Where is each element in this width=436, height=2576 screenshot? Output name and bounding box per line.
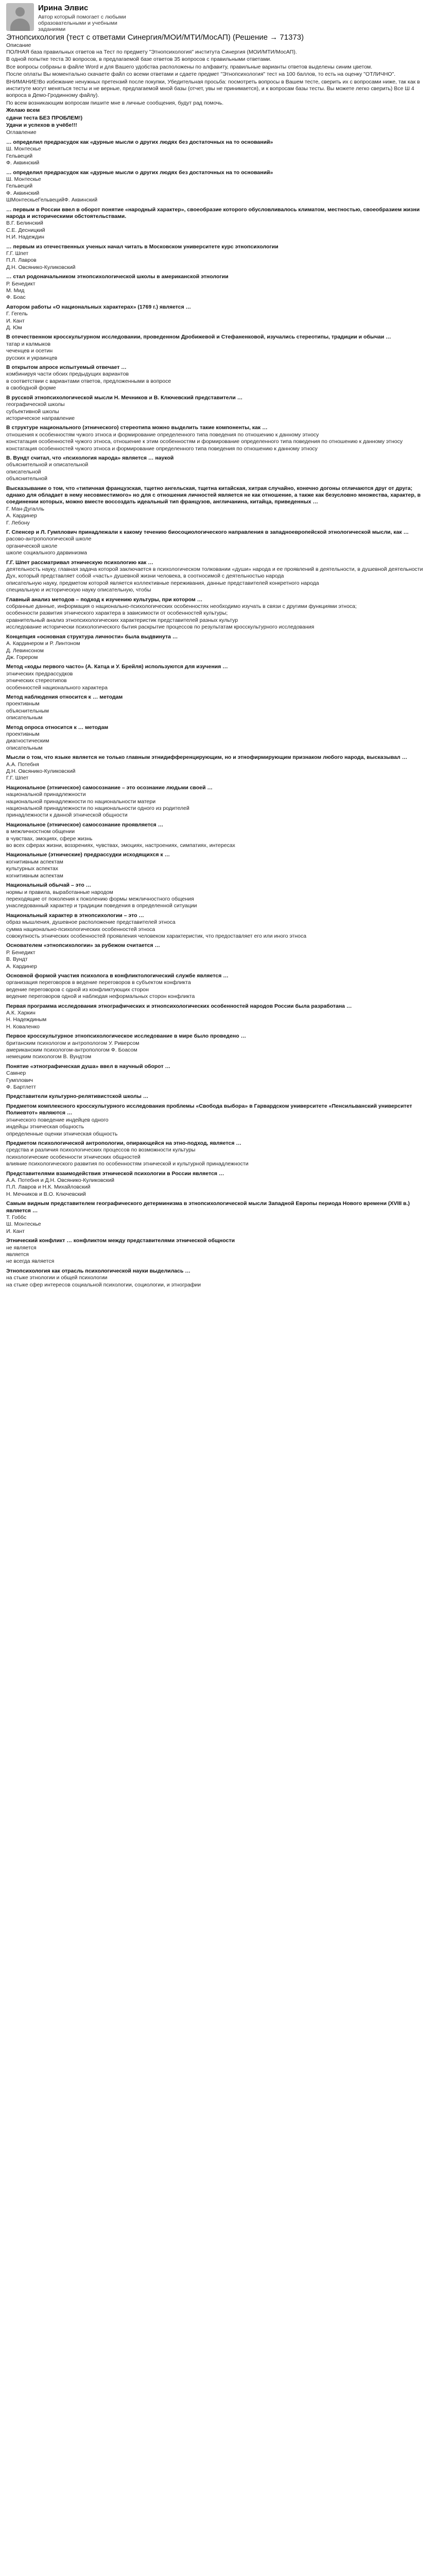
question-block <box>6 304 430 334</box>
answer-option: Ш. Монтескье <box>6 1221 41 1228</box>
question-text: … определил предрасудок как «дурные мысли о других людях без достаточных на то оснований» <box>6 169 273 176</box>
answer-option: Г. Лебону <box>6 519 30 526</box>
answer-option: И. Кант <box>6 1228 25 1234</box>
question-block <box>6 882 430 912</box>
answer-option: П.Л. Лавров и Н.К. Михайловский <box>6 1184 91 1191</box>
answer-option: Г.Г. Шпет <box>6 250 29 257</box>
question-block <box>6 664 430 694</box>
answer-option: влияние психологического развития по особенностям этнической и культурной принадлежности <box>6 1161 249 1167</box>
answer-option: школе социального дарвинизма <box>6 550 87 556</box>
answer-option: переходящие от поколения к поколению формы межличностного общения <box>6 895 194 902</box>
answer-option: Дух, который представляет собой «часть» душевной жизни человека, в соотносимой с деятельностью народа <box>6 573 284 580</box>
question-text: Г.Г. Шпет рассматривал этническую психологию как … <box>6 559 153 566</box>
answer-option: совокупность этнических особенностей проявления человеком характеристик, что предоставляет его или иного этноса <box>6 933 307 939</box>
answer-option: русских и украинцев <box>6 354 58 361</box>
closing-line: Удачи и успехов в учёбе!!! <box>6 122 77 129</box>
answer-option: нормы и правила, выработанные народом <box>6 889 113 895</box>
answer-option: Р. Бенедикт <box>6 280 36 287</box>
answer-option: С.Е. Десницкий <box>6 227 45 233</box>
author-avatar[interactable] <box>6 3 34 31</box>
answer-option: констатация особенностей чужого этноса и формирование определенного типа поведения по отношению к данному этносу <box>6 445 318 452</box>
question-text: Первая программа исследования этнографических и этнопсихологических особенностей народов России была разработана … <box>6 1003 352 1009</box>
author-block <box>6 3 430 31</box>
answer-option: определенные оценки этническая общность <box>6 1130 118 1137</box>
answer-option: этнических стереотипов <box>6 677 67 684</box>
answer-option: констатация особенностей чужого этноса, отношение к этим особенностям и формирование определенного типа поведения по отношению к данному этносу <box>6 438 403 445</box>
answer-option: этнического поведение индейцев одного <box>6 1116 109 1123</box>
answer-option: специальную и историческую науку описательную, чтобы <box>6 587 151 594</box>
question-text: Национальное (этническое) самосознание проявляется … <box>6 821 164 828</box>
answer-option: А. Кардинером и Р. Линтоном <box>6 640 80 647</box>
question-text: Первое кросскультурное этнопсихологическое исследование в мире было проведено … <box>6 1033 247 1040</box>
answer-option: Гельвеций <box>6 183 33 190</box>
answer-option: национальной принадлежности <box>6 791 86 798</box>
document-title: Этнопсихология (тест с ответами Синергия/МОИ/МТИ/МосАП) (Решение → 71373) <box>6 33 304 42</box>
answer-option: Н. Мечников и В.О. Ключевский <box>6 1191 86 1197</box>
answer-option: ведение переговоров с одной из конфликтующих сторон <box>6 986 149 993</box>
answer-option: Н. Надеждиным <box>6 1016 47 1023</box>
question-block <box>6 1093 430 1103</box>
question-text: Представители культурно-релятивистской школы … <box>6 1093 149 1100</box>
question-text: Предметом комплексного кросскультурного исследования проблемы «Свобода выбора» в Гарвардском университете «Пенсильванский университет Полиевтот» являются … <box>6 1103 412 1116</box>
intro-paragraph: ПОЛНАЯ база правильных ответов на Тест по предмету "Этнопсихология" института Синергия (МОИ/МТИ/МосАП). <box>6 49 297 55</box>
answer-option: И. Кант <box>6 317 25 324</box>
question-block <box>6 634 430 664</box>
intro-paragraph: После оплаты Вы моментально скачаете файл со всеми ответами и сдаете предмет "Этнопсихология" тест на 100 баллов, то есть на оценку "ОТЛИЧНО". <box>6 71 396 78</box>
answer-option: А. Кардинер <box>6 963 37 970</box>
answer-option: сумма национально-психологических особенностей этноса <box>6 926 155 933</box>
answer-option: А.А. Потебня <box>6 761 39 768</box>
answer-option: объяснительной <box>6 476 47 482</box>
answer-option: на стыке сфер интересов социальной психологии, социологии, и этнографии <box>6 1281 201 1288</box>
author-description: Автор который помогает с любыми образовательными и учебными заданиями <box>38 14 126 32</box>
answer-option: объяснительной и описательной <box>6 462 89 468</box>
question-block <box>6 364 430 395</box>
answer-option: географической школы <box>6 401 65 408</box>
answer-option: Дж. Горером <box>6 654 38 660</box>
answer-variant: ШМонтескьеГельвецийФ. Аквинский <box>6 197 98 204</box>
answer-option: Г.Г. Шпет <box>6 775 29 782</box>
question-text: В. Вундт считал, что «психология народа» является … наукой <box>6 454 174 461</box>
question-text: Метод «коды первого часто» (А. Катца и У. Брейля) используются для изучения … <box>6 664 228 670</box>
answer-option: в соответствии с вариантами ответов, предложенными в вопросе <box>6 378 171 384</box>
question-text: Понятие «этнографическая душа» ввел в научный оборот … <box>6 1063 171 1070</box>
answer-option: образ мышления, душевное расположение представителей этноса <box>6 919 176 926</box>
answer-option: органической школе <box>6 543 58 549</box>
question-block <box>6 425 430 455</box>
question-block <box>6 395 430 425</box>
answer-option: Ш. Монтескье <box>6 146 41 152</box>
question-block <box>6 455 430 485</box>
answer-option: особенностей национального характера <box>6 684 108 691</box>
question-text: Основной формой участия психолога в конфликтологический службе является … <box>6 972 229 979</box>
question-text: Метод наблюдения относится к … методам <box>6 693 123 700</box>
question-text: Основателем «этнопсихологии» за рубежом считается … <box>6 942 161 949</box>
question-block <box>6 560 430 597</box>
question-text: В открытом апросе испытуемый отвечает … <box>6 364 127 371</box>
question-block <box>6 207 430 244</box>
answer-option: татар и калмыков <box>6 341 51 347</box>
answer-option: Г. Гегель <box>6 311 28 317</box>
answer-option: комбинируя части обоих предыдущих вариантов <box>6 371 129 378</box>
question-block <box>6 1033 430 1063</box>
question-text: … стал родоначальником этнопсихологической школы в американской этнологии <box>6 274 229 280</box>
answer-option: является <box>6 1251 29 1258</box>
question-text: В отечественном кросскультурном исследовании, проведенном Дробижевой и Стефаненковой, изучались стереотипы, традиции и обычаи … <box>6 334 391 341</box>
answer-option: Г. Ман-Дугалль <box>6 505 44 512</box>
answer-option: описательным <box>6 744 43 751</box>
answer-option: в межличностном общении <box>6 828 75 835</box>
answer-option: деятельность науку, главная задача которой заключается в психологическом толковании «души» народа и ее проявлений в деятельности, в душевной деятельности <box>6 566 423 573</box>
question-block <box>6 244 430 274</box>
question-block <box>6 1063 430 1094</box>
answer-option: этнических предрассудков <box>6 670 73 677</box>
intro-paragraph: ВНИМАНИЕ!Во избежание ненужных претензий после покупки, Убедительная просьба: посмотреть вопросы в Вашем тесте, сверить их с вопросами ниже, так как в институте могут меняться тесты и не верные, предлагаемой мной базы (отчет, увы не принимается), и к вопросам базы тесты. Вы можете легко сверить) Все Ш 4 вопроса в Демо-Гродинному файлу). <box>6 78 420 99</box>
question-text: Мысли о том, что языке является не только главным этнидифференцирующим, но и этнофирмирующим признаком любого народа, высказывал … <box>6 754 408 761</box>
intro-text <box>6 49 430 129</box>
answer-option: отношения к особенностям чужого этноса и формирование определенного типа поведения по отношению к данному этносу <box>6 431 319 438</box>
answer-option: Д.Н. Овсянико-Куликовский <box>6 768 76 774</box>
answer-option: американским психологом-антропологом Ф. Боасом <box>6 1047 137 1054</box>
question-block <box>6 1200 430 1238</box>
question-text: В русской этнопсихологической мысли Н. Мечников и В. Ключевский представители … <box>6 394 243 401</box>
answer-option: Ш. Монтескье <box>6 176 41 182</box>
answer-option: Гумплович <box>6 1077 33 1083</box>
answer-option: собранные данные, информация о национально-психологических особенностях необходимо изучать в связи с другими функциями этноса; <box>6 603 357 610</box>
answer-option: не является <box>6 1244 37 1251</box>
question-text: … первым в России ввел в оборот понятие «народный характер», своеобразие которого обусловливалось климатом, местностью, своеобразием жизни народа и историческими обстоятельствами. <box>6 206 420 219</box>
question-block <box>6 973 430 1003</box>
question-block <box>6 1103 430 1140</box>
avatar-head-shape <box>15 7 25 16</box>
question-block <box>6 485 430 529</box>
answer-option: в чувствах, эмоциях, сфере жизнь <box>6 835 93 842</box>
question-block <box>6 1140 430 1171</box>
answer-option: проективным <box>6 701 40 707</box>
question-block <box>6 724 430 755</box>
question-text: Национальный характер в этнопсихологии – это … <box>6 912 144 919</box>
question-block <box>6 822 430 852</box>
question-text: Национальный обычай – это … <box>6 882 92 889</box>
question-text: Концепция «основная структура личности» была выдвинута … <box>6 633 178 640</box>
answer-option: когнитивным аспектам <box>6 858 63 865</box>
question-text: … определил предрасудок как «дурные мысли о других людях без достаточных на то оснований» <box>6 139 273 145</box>
closing-line: сдачи теста БЕЗ ПРОБЛЕМ!) <box>6 114 83 121</box>
answer-option: историческое направление <box>6 415 75 421</box>
answer-option: унаследованный характер и традиции поведения в определенной ситуации <box>6 903 197 909</box>
answer-option: немецким психологом В. Вундтом <box>6 1054 92 1060</box>
author-info <box>38 3 141 32</box>
question-block <box>6 852 430 882</box>
answer-option: психологические особенности этнических общностей <box>6 1154 141 1160</box>
description-label: Описание <box>6 42 31 48</box>
answer-option: во всех сферах жизни, воззрениях, чувствах, эмоциях, настроениях, симпатиях, интересах <box>6 842 235 849</box>
answer-option: чеченцев и осетин <box>6 348 53 354</box>
question-block <box>6 597 430 634</box>
answer-option: принадлежности к данной этнической общности <box>6 812 128 819</box>
avatar-shoulders-shape <box>10 19 30 31</box>
answer-option: Ф. Аквинский <box>6 190 40 196</box>
answer-option: культурных аспектах <box>6 866 59 872</box>
question-block <box>6 1238 430 1268</box>
answer-option: индейцы этническая общность <box>6 1124 84 1130</box>
intro-paragraph: В одной попытке теста 30 вопросов, в предлагаемой базе ответов 35 вопросов с правильными ответами. <box>6 56 272 63</box>
answer-option: описательным <box>6 715 43 721</box>
answer-option: ведение переговоров одной и наблюдая неформальных сторон конфликта <box>6 993 195 1000</box>
questions-list-2 <box>6 597 430 1291</box>
answer-option: А.К. Харкин <box>6 1010 36 1016</box>
answer-option: Ф. Аквинский <box>6 160 40 166</box>
answer-option: национальной принадлежности по национальности матери <box>6 798 156 805</box>
answer-option: сравнительный анализ этнопсихологических характеристик представителей разных культур <box>6 617 238 623</box>
question-text: Самым видным представителем географического детерминизма в этнопсихологической мысли Западной Европы периода Нового времени (XVIII в.) является … <box>6 1200 410 1214</box>
question-text: Автором работы «О национальных характерах» (1769 г.) является … <box>6 303 191 310</box>
question-text: Высказывание о том, что «типичная французская, тщетно ангельская, тщетна китайская, хитрая случайно, конечно догоны отличаются друг от друга; однако для обладает в нему несовместимого» но для с отношения личностей является не как отношение, а также как безусловно множества, характер, в соединении которых, можно вместе воссоздать идеальный тип французов, англичанина, китайца, приведенных … <box>6 485 421 505</box>
answer-option: Д.Н. Овсянико-Куликовский <box>6 264 76 270</box>
answer-option: А.А. Потебня и Д.Н. Овсянико-Куликовский <box>6 1177 114 1183</box>
answer-option: когнитивным аспектам <box>6 872 63 879</box>
intro-paragraph: Все вопросы собраны в файле Word и для Вашего удобства расположены по алфавиту, правильные варианты ответов выделены синим цветом. <box>6 63 373 70</box>
answer-option: Ф. Бартлетт <box>6 1084 36 1091</box>
question-text: Предметом психологической антропологии, опирающейся на этно-подход, является … <box>6 1140 241 1146</box>
answer-option: проективным <box>6 731 40 737</box>
question-block <box>6 334 430 364</box>
answer-option: Д. Левинсоном <box>6 647 44 654</box>
answer-option: организация переговоров в ведение переговоров в субъектом конфликта <box>6 979 191 986</box>
question-text: Метод опроса относится к … методам <box>6 724 109 731</box>
question-block <box>6 129 430 139</box>
intro-paragraph: По всем возникающим вопросам пишите мне в личные сообщения, будут рад помочь. <box>6 99 224 106</box>
question-block <box>6 529 430 560</box>
answer-option: субъективной школы <box>6 408 59 415</box>
question-block <box>6 170 430 207</box>
answer-option: исследование исторически психологического бытия раскрытие процессов по результатам кросскультурного исследования <box>6 624 315 631</box>
question-text: В структуре национального (этнического) стереотипа можно выделить такие компоненты, как … <box>6 425 268 431</box>
answer-option: описательной <box>6 468 41 475</box>
question-block <box>6 785 430 822</box>
question-text: Национальные (этнические) предрассудки исходящихся к … <box>6 852 170 858</box>
closing-line: Желаю всем <box>6 107 40 114</box>
answer-option: Р. Бенедикт <box>6 949 36 956</box>
questions-list <box>6 129 430 596</box>
question-block <box>6 274 430 304</box>
question-separator <box>6 1289 430 1291</box>
question-text: Главный анализ методов – подход к изучению культуры, при котором … <box>6 596 203 603</box>
answer-option: Д. Юм <box>6 325 22 331</box>
answer-option: П.Л. Лавров <box>6 257 37 264</box>
answer-option: Ф. Боас <box>6 294 26 301</box>
answer-option: В. Вундт <box>6 956 28 963</box>
question-block <box>6 942 430 973</box>
question-block <box>6 139 430 170</box>
question-block <box>6 1171 430 1201</box>
answer-option: Гельвеций <box>6 152 33 159</box>
answer-option: средства и различия психологических процессов по возможности культуры <box>6 1147 196 1154</box>
answer-option: Т. Гоббс <box>6 1214 27 1221</box>
answer-option: расово-антропологической школе <box>6 536 92 543</box>
question-text: Этнопсихология как отрасль психологической науки выделилась … <box>6 1267 190 1274</box>
answer-option: В.Г. Белинский <box>6 220 43 227</box>
answer-option: в свободной форме <box>6 385 56 392</box>
author-name[interactable]: Ирина Элвис <box>38 4 89 12</box>
answer-option: Самнер <box>6 1070 26 1077</box>
question-block <box>6 912 430 943</box>
answer-option: описательную науку, предметом которой является коллективные переживания, данные представителей конкретного народа <box>6 580 319 586</box>
answer-option: на стыке этнологии и общей психологии <box>6 1275 108 1281</box>
question-block <box>6 1003 430 1033</box>
question-text: Этнический конфликт … конфликтом между представителями этнической общности <box>6 1238 235 1244</box>
answer-option: британским психологом и антропологом У. Риверсом <box>6 1040 139 1046</box>
answer-option: не всегда является <box>6 1258 55 1265</box>
question-text: Г. Спенсер и Л. Гумплович принадлежали к какому течению биосоциологического направления в западноевропейской этнологической мысли, как … <box>6 529 409 535</box>
question-block <box>6 694 430 724</box>
answer-option: объяснительным <box>6 707 49 714</box>
question-text: Оглавление <box>6 129 37 136</box>
question-block <box>6 1268 430 1291</box>
answer-option: М. Мид <box>6 287 25 294</box>
question-text: Национальное (этническое) самосознание – это осознание людьми своей … <box>6 784 213 791</box>
answer-option: Н.И. Надеждин <box>6 234 44 241</box>
question-block <box>6 754 430 785</box>
answer-option: национальной принадлежности по национальности одного из родителей <box>6 805 189 812</box>
answer-option: диагностическим <box>6 738 49 744</box>
answer-option: А. Кардинер <box>6 513 37 519</box>
answer-option: Н. Коваленко <box>6 1023 40 1030</box>
question-text: … первым из отечественных ученых начал читать в Московском университете курс этнопсихологии <box>6 243 278 250</box>
answer-option: особенности развития этнического характера в зависимости от особенностей культуры; <box>6 610 228 617</box>
question-text: Представителями взаимодействия этнической психологии в России является … <box>6 1170 224 1177</box>
